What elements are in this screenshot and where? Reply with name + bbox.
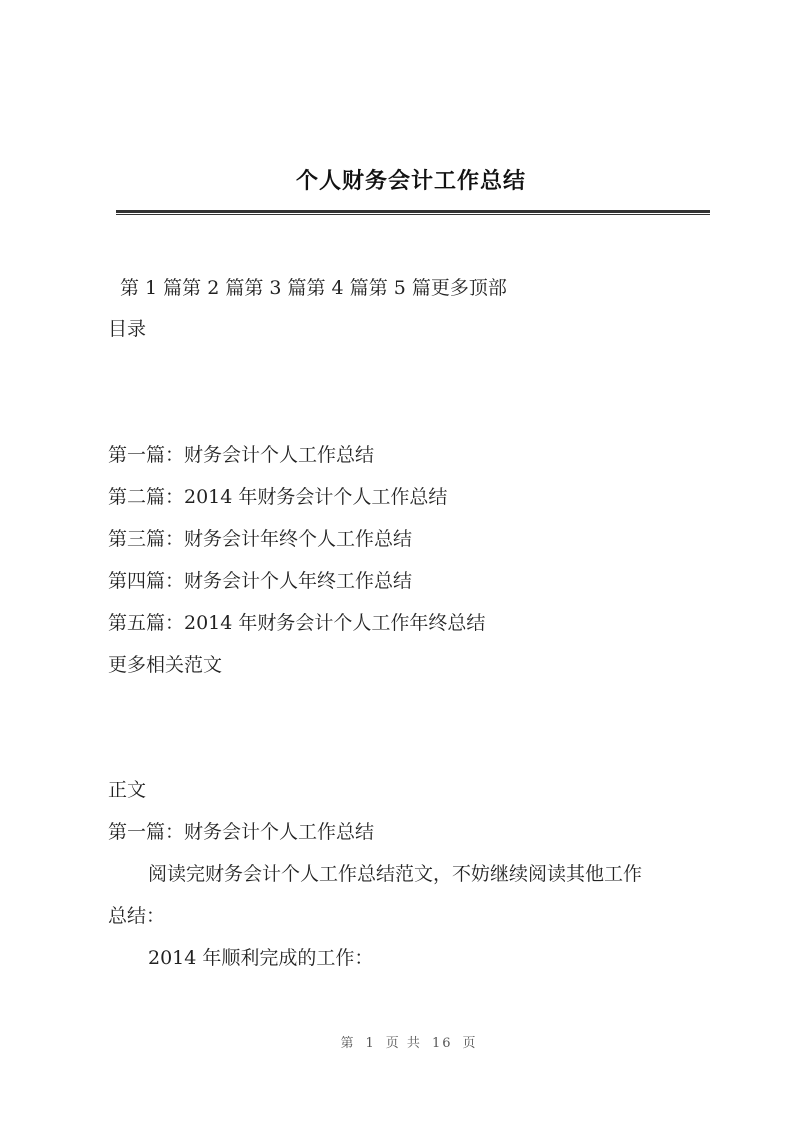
footer-middle: 页 共 xyxy=(385,1036,422,1051)
nav-link-part-1[interactable]: 第 1 篇 xyxy=(120,277,183,299)
section-title: 第一篇：财务会计个人工作总结 xyxy=(108,821,375,843)
toc-heading: 目录 xyxy=(108,318,147,340)
footer-prefix: 第 xyxy=(340,1036,356,1051)
nav-link-part-4[interactable]: 第 4 篇 xyxy=(306,277,369,299)
toc-item-2[interactable]: 第二篇：2014 年财务会计个人工作总结 xyxy=(108,486,448,508)
body-heading: 正文 xyxy=(108,779,147,801)
toc-more-link[interactable]: 更多相关范文 xyxy=(108,654,223,676)
toc-item-3[interactable]: 第三篇：财务会计年终个人工作总结 xyxy=(108,528,413,550)
page-title: 个人财务会计工作总结 xyxy=(295,169,526,194)
nav-link-part-2[interactable]: 第 2 篇 xyxy=(182,277,245,299)
page-footer xyxy=(0,1032,800,1051)
toc-item-5[interactable]: 第五篇：2014 年财务会计个人工作年终总结 xyxy=(108,612,486,634)
nav-link-part-5[interactable]: 第 5 篇 xyxy=(368,277,431,299)
toc-item-4[interactable]: 第四篇：财务会计个人年终工作总结 xyxy=(108,570,413,592)
footer-suffix: 页 xyxy=(462,1036,478,1051)
paragraph-1-line-1: 阅读完财务会计个人工作总结范文，不妨继续阅读其他工作 xyxy=(148,863,643,885)
toc-item-1[interactable]: 第一篇：财务会计个人工作总结 xyxy=(108,444,375,466)
nav-link-more[interactable]: 更多 xyxy=(430,277,469,299)
section-nav xyxy=(120,273,507,303)
nav-link-part-3[interactable]: 第 3 篇 xyxy=(244,277,307,299)
footer-total-pages: 16 xyxy=(431,1036,453,1051)
footer-page-number: 1 xyxy=(365,1036,376,1051)
paragraph-1-line-2: 总结： xyxy=(108,905,166,927)
nav-link-top[interactable]: 顶部 xyxy=(468,277,507,299)
title-divider xyxy=(116,210,710,215)
paragraph-2: 2014 年顺利完成的工作： xyxy=(148,947,374,969)
